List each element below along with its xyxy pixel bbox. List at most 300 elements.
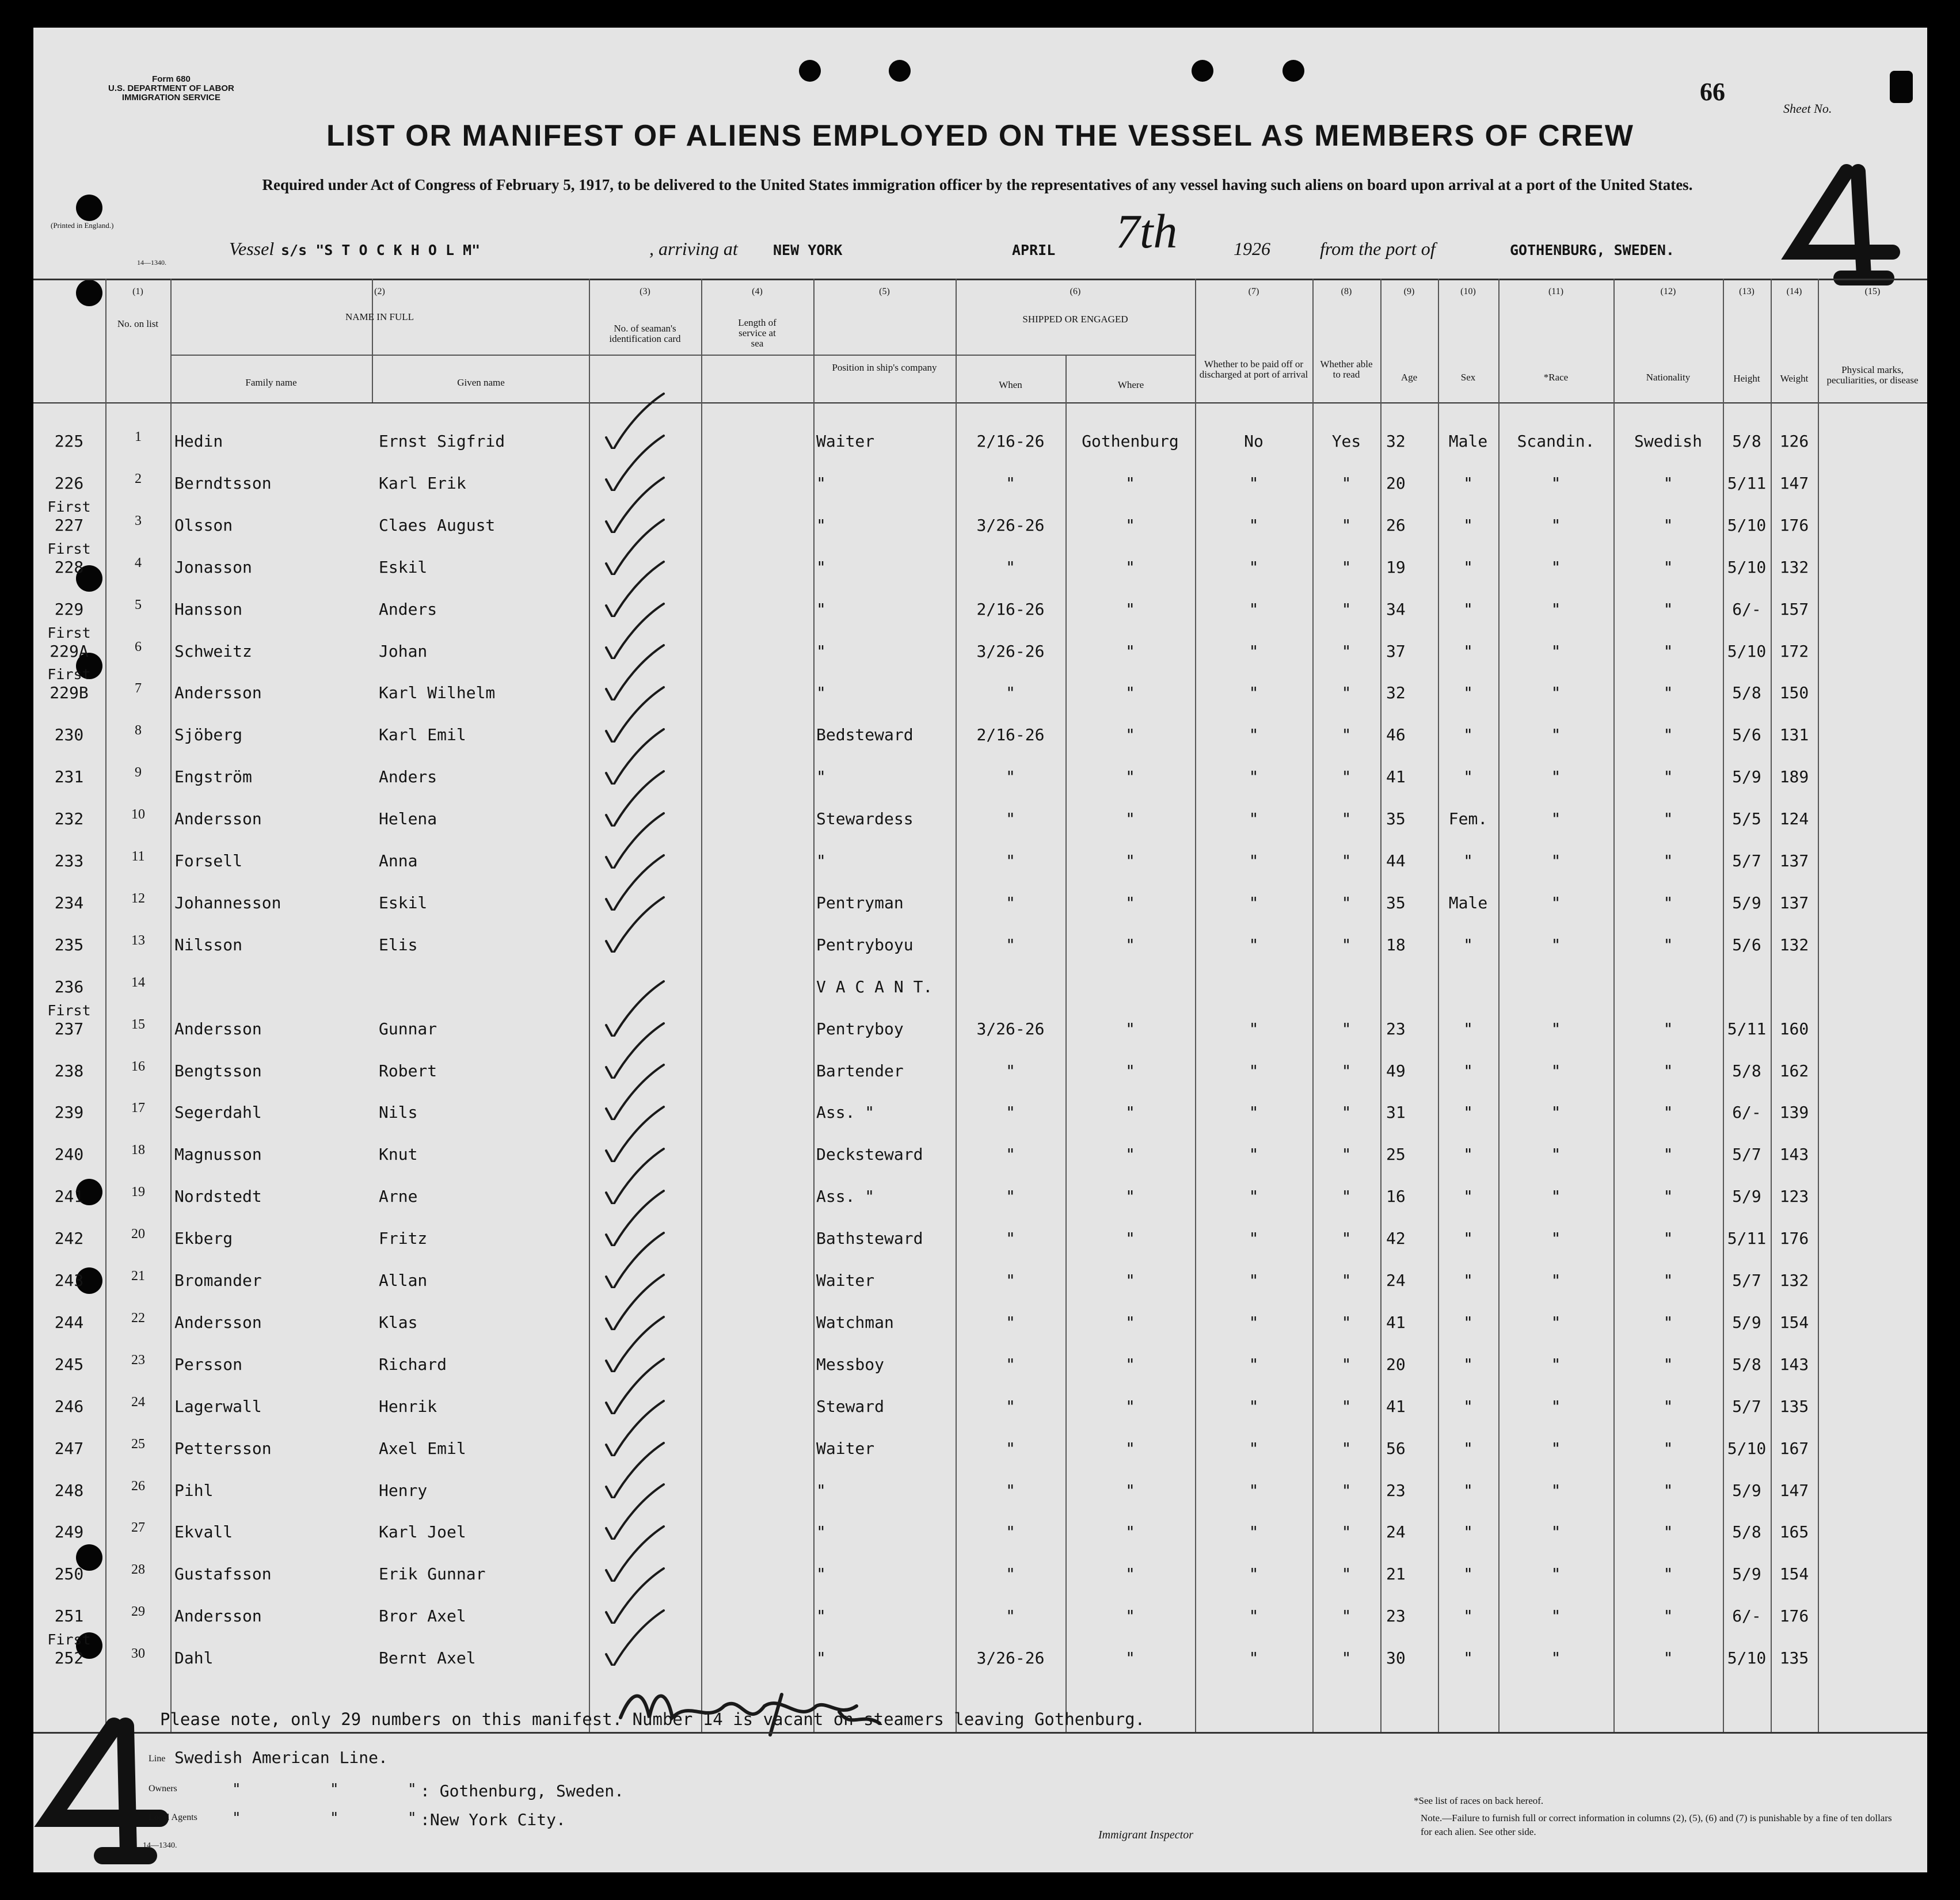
serial-number: 234 xyxy=(54,893,84,912)
cell-weight: 176 xyxy=(1779,1606,1809,1625)
cell-sex: " xyxy=(1463,1481,1473,1500)
cell-height: 5/9 xyxy=(1732,1313,1761,1332)
cell-nationality: " xyxy=(1663,642,1673,661)
cell-given: Karl Emil xyxy=(379,725,466,744)
column-rule xyxy=(170,279,172,1732)
cell-paid: " xyxy=(1249,1103,1259,1122)
column-rule xyxy=(813,279,815,1732)
cell-paid: " xyxy=(1249,516,1259,535)
cell-read: " xyxy=(1341,725,1352,744)
cell-position: " xyxy=(816,1522,826,1541)
cell-paid: " xyxy=(1249,1522,1259,1541)
cell-given: Ernst Sigfrid xyxy=(379,432,505,451)
cell-family: Hedin xyxy=(174,432,223,451)
month-value: APRIL xyxy=(1012,242,1056,258)
column-rule xyxy=(1438,279,1439,1732)
cell-position: " xyxy=(816,600,826,619)
cell-position: Bartender xyxy=(816,1061,904,1080)
cell-weight: 162 xyxy=(1779,1061,1809,1080)
col-9-number: (9) xyxy=(1403,287,1415,296)
serial-number: 228 xyxy=(54,558,84,577)
cell-age: 32 xyxy=(1386,683,1406,702)
cell-family: Jonasson xyxy=(174,558,252,577)
cell-height: 5/8 xyxy=(1732,432,1761,451)
cell-nationality: " xyxy=(1663,1481,1673,1500)
col-4-number: (4) xyxy=(752,287,763,296)
cell-given: Anders xyxy=(379,600,437,619)
cell-when: 3/26-26 xyxy=(976,642,1045,661)
cell-given: Henry xyxy=(379,1481,428,1500)
cell-nationality: " xyxy=(1663,893,1673,912)
cell-where: " xyxy=(1125,1313,1135,1332)
cell-position: " xyxy=(816,1481,826,1500)
cell-given: Richard xyxy=(379,1355,447,1374)
footer xyxy=(33,1732,1927,1872)
agents-ditto-3: " xyxy=(408,1810,417,1827)
cell-given: Klas xyxy=(379,1313,418,1332)
arriving-label: , arriving at xyxy=(649,238,738,259)
cell-age: 41 xyxy=(1386,767,1406,786)
table-rule xyxy=(172,355,1196,356)
serial-number: 250 xyxy=(54,1564,84,1583)
cell-when: 2/16-26 xyxy=(976,600,1045,619)
cell-given: Henrik xyxy=(379,1397,437,1416)
cell-given: Allan xyxy=(379,1271,428,1290)
cell-family: Lagerwall xyxy=(174,1397,262,1416)
cell-sex: " xyxy=(1463,1145,1473,1164)
cell-paid: " xyxy=(1249,767,1259,786)
col-2a-header: Family name xyxy=(245,377,297,388)
cell-family: Nilsson xyxy=(174,935,243,954)
col-6b-header: Where xyxy=(1117,379,1144,390)
list-number: 30 xyxy=(131,1646,145,1661)
cell-race: " xyxy=(1551,851,1561,870)
cell-nationality: " xyxy=(1663,1397,1673,1416)
cell-weight: 150 xyxy=(1779,683,1809,702)
cell-where: " xyxy=(1125,767,1135,786)
cell-weight: 176 xyxy=(1779,1229,1809,1248)
list-number: 26 xyxy=(131,1479,145,1494)
cell-sex: " xyxy=(1463,1355,1473,1374)
cell-read: " xyxy=(1341,1271,1352,1290)
cell-race: " xyxy=(1551,642,1561,661)
cell-weight: 157 xyxy=(1779,600,1809,619)
cell-sex: " xyxy=(1463,558,1473,577)
col-14-header: Weight xyxy=(1780,373,1809,384)
cell-weight: 154 xyxy=(1779,1564,1809,1583)
list-number: 3 xyxy=(135,513,142,528)
check-mark xyxy=(600,1608,675,1666)
cell-height: 5/7 xyxy=(1732,1397,1761,1416)
cell-family: Engström xyxy=(174,767,252,786)
cell-age: 41 xyxy=(1386,1313,1406,1332)
cell-sex: " xyxy=(1463,1103,1473,1122)
cell-paid: " xyxy=(1249,474,1259,493)
cell-family: Pettersson xyxy=(174,1439,272,1458)
page-number: 66 xyxy=(1700,78,1725,106)
punch-hole xyxy=(799,60,821,82)
cell-when: " xyxy=(1006,1606,1015,1625)
cell-when: " xyxy=(1006,1145,1015,1164)
cell-age: 37 xyxy=(1386,642,1406,661)
vessel-value: s/s "S T O C K H O L M" xyxy=(281,242,481,258)
col-2b-header: Given name xyxy=(457,377,505,388)
cell-given: Erik Gunnar xyxy=(379,1564,486,1583)
cell-when: 2/16-26 xyxy=(976,725,1045,744)
col-12-number: (12) xyxy=(1660,287,1676,296)
cell-read: " xyxy=(1341,1481,1352,1500)
cell-nationality: " xyxy=(1663,1229,1673,1248)
col-3-header: No. of seaman's identification card xyxy=(609,323,681,344)
from-value: GOTHENBURG, SWEDEN. xyxy=(1510,242,1674,258)
cell-nationality: " xyxy=(1663,851,1673,870)
cell-where: " xyxy=(1125,1481,1135,1500)
column-rule xyxy=(1498,279,1500,1732)
cell-position: Decksteward xyxy=(816,1145,923,1164)
cell-paid: " xyxy=(1249,1313,1259,1332)
cell-sex: " xyxy=(1463,767,1473,786)
cell-where: " xyxy=(1125,474,1135,493)
cell-race: " xyxy=(1551,1397,1561,1416)
list-number: 12 xyxy=(131,891,145,906)
cell-sex: " xyxy=(1463,1648,1473,1667)
serial-number: 230 xyxy=(54,725,84,744)
list-number: 1 xyxy=(135,429,142,444)
cell-height: 5/10 xyxy=(1727,1648,1767,1667)
cell-given: Karl Joel xyxy=(379,1522,466,1541)
cell-race: " xyxy=(1551,516,1561,535)
cell-paid: " xyxy=(1249,725,1259,744)
cell-age: 35 xyxy=(1386,809,1406,828)
col-6-header: SHIPPED OR ENGAGED xyxy=(1022,314,1128,325)
cell-age: 24 xyxy=(1386,1271,1406,1290)
cell-read: " xyxy=(1341,1145,1352,1164)
serial-number: 238 xyxy=(54,1061,84,1080)
serial-number: 226 xyxy=(54,474,84,493)
cell-where: " xyxy=(1125,1439,1135,1458)
serial-number: 249 xyxy=(54,1522,84,1541)
col-2-header: NAME IN FULL xyxy=(345,311,414,322)
cell-sex: " xyxy=(1463,725,1473,744)
cell-given: Nils xyxy=(379,1103,418,1122)
cell-family: Ekvall xyxy=(174,1522,233,1541)
cell-position: Pentryman xyxy=(816,893,904,912)
cell-sex: " xyxy=(1463,1397,1473,1416)
punch-hole xyxy=(76,195,102,221)
cell-where: " xyxy=(1125,1522,1135,1541)
cell-when: " xyxy=(1006,893,1015,912)
cell-where: " xyxy=(1125,1061,1135,1080)
cell-read: " xyxy=(1341,809,1352,828)
col-12-header: Nationality xyxy=(1646,372,1691,383)
col-10-number: (10) xyxy=(1460,287,1476,296)
cell-age: 24 xyxy=(1386,1522,1406,1541)
cell-position: " xyxy=(816,683,826,702)
serial-number: 252 xyxy=(54,1648,84,1667)
column-rule xyxy=(1380,279,1381,1732)
punch-hole xyxy=(889,60,911,82)
cell-weight: 176 xyxy=(1779,516,1809,535)
cell-weight: 137 xyxy=(1779,893,1809,912)
cell-position: Pentryboyu xyxy=(816,935,914,954)
cell-nationality: " xyxy=(1663,1271,1673,1290)
cell-where: " xyxy=(1125,1271,1135,1290)
cell-sex: Fem. xyxy=(1448,809,1488,828)
cell-where: " xyxy=(1125,1606,1135,1625)
cell-weight: 143 xyxy=(1779,1355,1809,1374)
cell-age: 41 xyxy=(1386,1397,1406,1416)
cell-race: " xyxy=(1551,1145,1561,1164)
list-number: 5 xyxy=(135,597,142,612)
cell-race: " xyxy=(1551,935,1561,954)
cell-read: " xyxy=(1341,516,1352,535)
handwritten-sheet-number xyxy=(1760,154,1921,287)
cell-when: " xyxy=(1006,1397,1015,1416)
cell-given: Helena xyxy=(379,809,437,828)
cell-height: 5/10 xyxy=(1727,558,1767,577)
agents-ditto-1: " xyxy=(232,1810,241,1827)
column-rule xyxy=(1723,279,1724,1732)
year-value: 1926 xyxy=(1234,238,1270,259)
punch-hole xyxy=(1192,60,1213,82)
cell-nationality: " xyxy=(1663,474,1673,493)
cell-where: " xyxy=(1125,1397,1135,1416)
cell-when: 3/26-26 xyxy=(976,1019,1045,1038)
col-7-header: Whether to be paid off or discharged at port of arrival xyxy=(1199,359,1308,380)
cell-family: Bromander xyxy=(174,1271,262,1290)
cell-race: " xyxy=(1551,1187,1561,1206)
cell-when: 3/26-26 xyxy=(976,516,1045,535)
cell-given: Claes August xyxy=(379,516,496,535)
cell-read: " xyxy=(1341,1648,1352,1667)
punch-hole xyxy=(1282,60,1304,82)
cell-height: 5/10 xyxy=(1727,516,1767,535)
cell-race: " xyxy=(1551,1271,1561,1290)
cell-age: 46 xyxy=(1386,725,1406,744)
cell-weight: 131 xyxy=(1779,725,1809,744)
cell-family: Andersson xyxy=(174,1313,262,1332)
cell-position: Ass. " xyxy=(816,1187,875,1206)
cell-race: " xyxy=(1551,1481,1561,1500)
cell-read: " xyxy=(1341,767,1352,786)
cell-family: Forsell xyxy=(174,851,243,870)
list-number: 16 xyxy=(131,1059,145,1074)
col-8-number: (8) xyxy=(1341,287,1352,296)
cell-given: Robert xyxy=(379,1061,437,1080)
cell-given: Arne xyxy=(379,1187,418,1206)
cell-read: " xyxy=(1341,474,1352,493)
cell-height: 5/9 xyxy=(1732,767,1761,786)
cell-race: " xyxy=(1551,1648,1561,1667)
list-number: 7 xyxy=(135,681,142,696)
cell-sex: " xyxy=(1463,1313,1473,1332)
cell-paid: " xyxy=(1249,1187,1259,1206)
form-number: Form 680 xyxy=(152,74,191,84)
cell-family: Gustafsson xyxy=(174,1564,272,1583)
serial-number: 245 xyxy=(54,1355,84,1374)
cell-sex: " xyxy=(1463,1061,1473,1080)
cell-weight: 139 xyxy=(1779,1103,1809,1122)
cell-weight: 147 xyxy=(1779,1481,1809,1500)
agents-ditto-2: " xyxy=(330,1810,339,1827)
col-13-number: (13) xyxy=(1739,287,1755,296)
cell-sex: " xyxy=(1463,1019,1473,1038)
cell-position: " xyxy=(816,1606,826,1625)
cell-paid: " xyxy=(1249,1355,1259,1374)
cell-nationality: " xyxy=(1663,1019,1673,1038)
cell-when: " xyxy=(1006,683,1015,702)
cell-read: " xyxy=(1341,1313,1352,1332)
cell-where: " xyxy=(1125,809,1135,828)
cell-family: Ekberg xyxy=(174,1229,233,1248)
cell-sex: " xyxy=(1463,642,1473,661)
form-block xyxy=(108,75,234,102)
cell-when: 3/26-26 xyxy=(976,1648,1045,1667)
cell-race: " xyxy=(1551,558,1561,577)
cell-age: 25 xyxy=(1386,1145,1406,1164)
cell-height: 5/9 xyxy=(1732,1564,1761,1583)
first-mark: First xyxy=(47,1002,91,1019)
cell-given: Eskil xyxy=(379,558,428,577)
cell-sex: " xyxy=(1463,935,1473,954)
cell-position: " xyxy=(816,851,826,870)
cell-when: " xyxy=(1006,935,1015,954)
first-mark: First xyxy=(47,625,91,641)
day-value: 7th xyxy=(1116,205,1178,258)
serial-number: 251 xyxy=(54,1606,84,1625)
vessel-label: Vessel xyxy=(229,238,275,259)
cell-nationality: " xyxy=(1663,1061,1673,1080)
cell-when: " xyxy=(1006,1355,1015,1374)
cell-race: " xyxy=(1551,1229,1561,1248)
cell-family: Bengtsson xyxy=(174,1061,262,1080)
serial-number: 229 xyxy=(54,600,84,619)
cell-read: Yes xyxy=(1331,432,1361,451)
list-number: 20 xyxy=(131,1227,145,1242)
cell-family: Dahl xyxy=(174,1648,214,1667)
list-number: 24 xyxy=(131,1395,145,1410)
cell-read: " xyxy=(1341,1355,1352,1374)
cell-height: 5/5 xyxy=(1732,809,1761,828)
cell-weight: 172 xyxy=(1779,642,1809,661)
cell-given: Eskil xyxy=(379,893,428,912)
cell-race: Scandin. xyxy=(1517,432,1595,451)
cell-family: Schweitz xyxy=(174,642,252,661)
list-number: 6 xyxy=(135,639,142,654)
col-8-header: Whether able to read xyxy=(1320,359,1373,380)
cell-age: 32 xyxy=(1386,432,1406,451)
column-rule xyxy=(1312,279,1314,1732)
cell-family: Pihl xyxy=(174,1481,214,1500)
cell-nationality: " xyxy=(1663,683,1673,702)
cell-family: Berndtsson xyxy=(174,474,272,493)
cell-when: " xyxy=(1006,1313,1015,1332)
cell-weight: 154 xyxy=(1779,1313,1809,1332)
check-mark xyxy=(600,895,675,953)
cell-paid: " xyxy=(1249,809,1259,828)
cell-when: " xyxy=(1006,1229,1015,1248)
serial-number: 244 xyxy=(54,1313,84,1332)
cell-age: 35 xyxy=(1386,893,1406,912)
cell-family: Persson xyxy=(174,1355,243,1374)
cell-weight: 132 xyxy=(1779,1271,1809,1290)
cell-when: " xyxy=(1006,767,1015,786)
cell-where: " xyxy=(1125,1564,1135,1583)
cell-race: " xyxy=(1551,1564,1561,1583)
col-15-header: Physical marks, peculiarities, or disease xyxy=(1826,364,1919,386)
cell-height: 5/8 xyxy=(1732,1522,1761,1541)
cell-given: Bror Axel xyxy=(379,1606,466,1625)
page-subtitle: Required under Act of Congress of February 5, 1917, to be delivered to the United States immigration officer by the representatives of any vessel having such aliens on board upon arrival at a port of the United States. xyxy=(262,176,1693,193)
cell-position: " xyxy=(816,642,826,661)
cell-sex: " xyxy=(1463,1606,1473,1625)
cell-given: Anna xyxy=(379,851,418,870)
cell-sex: " xyxy=(1463,1187,1473,1206)
cell-nationality: " xyxy=(1663,767,1673,786)
inspector-signature xyxy=(609,1677,897,1741)
cell-race: " xyxy=(1551,1061,1561,1080)
cell-age: 20 xyxy=(1386,474,1406,493)
cell-nationality: " xyxy=(1663,1522,1673,1541)
cell-height: 5/6 xyxy=(1732,935,1761,954)
cell-nationality: Swedish xyxy=(1634,432,1702,451)
cell-weight: 165 xyxy=(1779,1522,1809,1541)
col-1-number: (1) xyxy=(132,287,143,296)
cell-nationality: " xyxy=(1663,1606,1673,1625)
cell-where: " xyxy=(1125,1648,1135,1667)
cell-paid: " xyxy=(1249,893,1259,912)
col-10-header: Sex xyxy=(1460,372,1476,383)
cell-family: Andersson xyxy=(174,1606,262,1625)
cell-sex: " xyxy=(1463,683,1473,702)
serial-number: 246 xyxy=(54,1397,84,1416)
cell-position: V A C A N T. xyxy=(816,977,933,996)
cell-nationality: " xyxy=(1663,1355,1673,1374)
cell-position: " xyxy=(816,474,826,493)
cell-paid: " xyxy=(1249,1606,1259,1625)
cell-weight: 143 xyxy=(1779,1145,1809,1164)
serial-number: 227 xyxy=(54,516,84,535)
cell-where: Gothenburg xyxy=(1082,432,1179,451)
cell-position: Waiter xyxy=(816,432,875,451)
list-number: 28 xyxy=(131,1562,145,1577)
serial-number: 247 xyxy=(54,1439,84,1458)
cell-nationality: " xyxy=(1663,1187,1673,1206)
cell-sex: " xyxy=(1463,516,1473,535)
cell-read: " xyxy=(1341,1187,1352,1206)
cell-position: " xyxy=(816,1648,826,1667)
serial-number: 243 xyxy=(54,1271,84,1290)
handwritten-sheet-number-text: 4 xyxy=(1760,154,1761,155)
races-note: *See list of races on back hereof. xyxy=(1414,1795,1544,1806)
cell-where: " xyxy=(1125,1187,1135,1206)
cell-read: " xyxy=(1341,1019,1352,1038)
serial-number: 231 xyxy=(54,767,84,786)
cell-sex: " xyxy=(1463,1564,1473,1583)
table-rule xyxy=(33,279,1927,280)
first-mark: First xyxy=(47,498,91,515)
cell-position: Pentryboy xyxy=(816,1019,904,1038)
column-rule xyxy=(701,279,702,1732)
cell-age: 23 xyxy=(1386,1606,1406,1625)
serial-number: 235 xyxy=(54,935,84,954)
cell-position: " xyxy=(816,1564,826,1583)
col-1-header: No. on list xyxy=(117,318,159,329)
cell-age: 42 xyxy=(1386,1229,1406,1248)
cell-sex: " xyxy=(1463,600,1473,619)
list-number: 15 xyxy=(131,1017,145,1032)
cell-sex: " xyxy=(1463,1229,1473,1248)
